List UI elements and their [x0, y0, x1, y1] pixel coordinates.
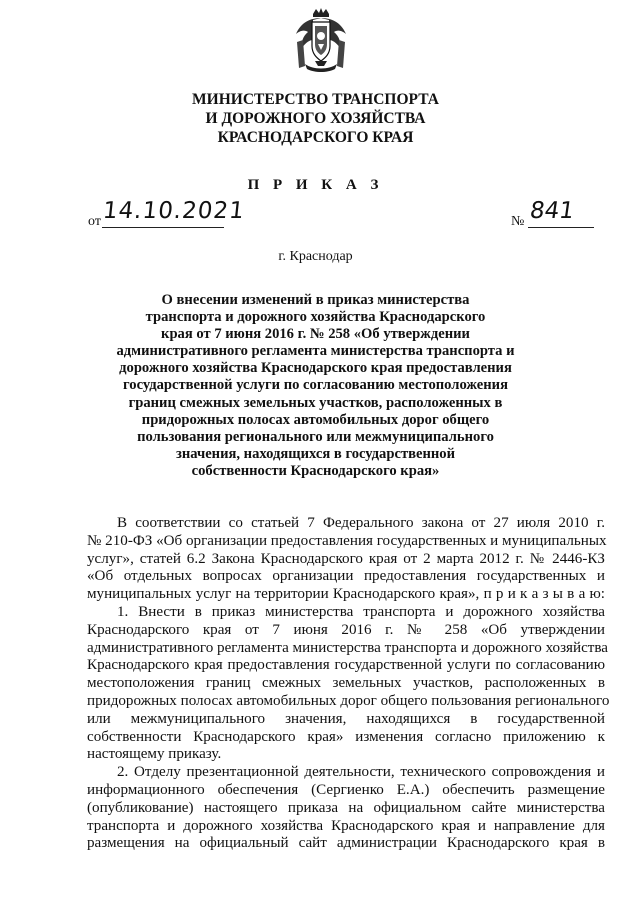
body-line: размещения на официальный сайт администрации Краснодарского края в — [87, 835, 605, 852]
body-line: собственности Краснодарского края» изменения согласно приложению к — [87, 728, 605, 745]
title-line: собственности Краснодарского края» — [191, 462, 440, 479]
body-line: административного регламента министерства транспорта и дорожного хозяйства — [87, 639, 608, 656]
body-line: «Об отдельных вопросах организации предоставления государственных и — [87, 568, 605, 585]
ministry-line: МИНИСТЕРСТВО ТРАНСПОРТА — [192, 91, 439, 108]
title-line: придорожных полосах автомобильных дорог общего — [141, 411, 490, 428]
ministry-line: КРАСНОДАРСКОГО КРАЯ — [217, 129, 414, 146]
title-line: значения, находящихся в государственной — [175, 445, 455, 462]
title-line: границ смежных земельных участков, расположенных в — [128, 394, 503, 411]
body-line: муниципальных услуг на территории Краснодарского края», п р и к а з ы в а ю: — [87, 586, 605, 603]
ministry-line: И ДОРОЖНОГО ХОЗЯЙСТВА — [205, 110, 426, 127]
body-line: транспорта и дорожного хозяйства Краснодарского края и направление для — [87, 817, 605, 834]
number-underline — [528, 227, 594, 228]
body-line: услуг», статей 6.2 Закона Краснодарского края от 2 марта 2012 г. № 2446-КЗ — [87, 550, 605, 567]
title-line: края от 7 июня 2016 г. № 258 «Об утверждении — [161, 326, 470, 343]
date-number-row — [0, 198, 631, 232]
body-line: информационного обеспечения (Сергиенко Е.А.) обеспечить размещение — [87, 781, 605, 798]
city: г. Краснодар — [278, 249, 353, 264]
body-line: В соответствии со статьей 7 Федерального закона от 27 июля 2010 г. — [117, 515, 605, 531]
ministry-name — [100, 90, 531, 147]
title-line: пользования регионального или межмуниципального — [137, 428, 494, 445]
body-line: или межмуниципального значения, находящихся в государственной — [87, 710, 605, 727]
body-line: № 210-ФЗ «Об организации предоставления государственных и муниципальных — [87, 532, 607, 549]
body-line: Краснодарского края от 7 июня 2016 г. № 258 «Об утверждении — [87, 621, 605, 638]
number-label: № — [511, 214, 525, 229]
title-line: О внесении изменений в приказ министерства — [161, 292, 470, 308]
body-line: 2. Отделу презентационной деятельности, технического сопровождения и — [117, 764, 605, 781]
body-line: 1. Внести в приказ министерства транспорта и дорожного хозяйства — [117, 603, 605, 620]
body-line: придорожных полосах автомобильных дорог общего пользования регионального — [87, 692, 610, 709]
title-line: дорожного хозяйства Краснодарского края предоставления — [119, 360, 512, 377]
coat-of-arms-icon — [291, 6, 351, 74]
date-label: от — [88, 214, 101, 229]
body-line: настоящему приказу. — [87, 746, 222, 763]
order-body — [87, 515, 610, 853]
handwritten-date: 14.10.2021 — [101, 198, 247, 224]
order-title — [110, 292, 521, 480]
title-line: государственной услуги по согласованию местоположения — [123, 377, 508, 394]
date-underline — [102, 227, 224, 228]
body-line: местоположения границ смежных земельных участков, расположенных в — [87, 675, 605, 692]
handwritten-number: 841 — [528, 198, 576, 224]
title-line: административного регламента министерства транспорта и — [116, 343, 515, 360]
document-type: П Р И К А З — [247, 177, 384, 193]
body-line: Краснодарского края предоставления государственной услуги по согласованию — [87, 657, 605, 674]
body-line: (опубликование) настоящего приказа на официальном сайте министерства — [87, 799, 605, 816]
title-line: транспорта и дорожного хозяйства Краснодарского — [145, 309, 486, 326]
